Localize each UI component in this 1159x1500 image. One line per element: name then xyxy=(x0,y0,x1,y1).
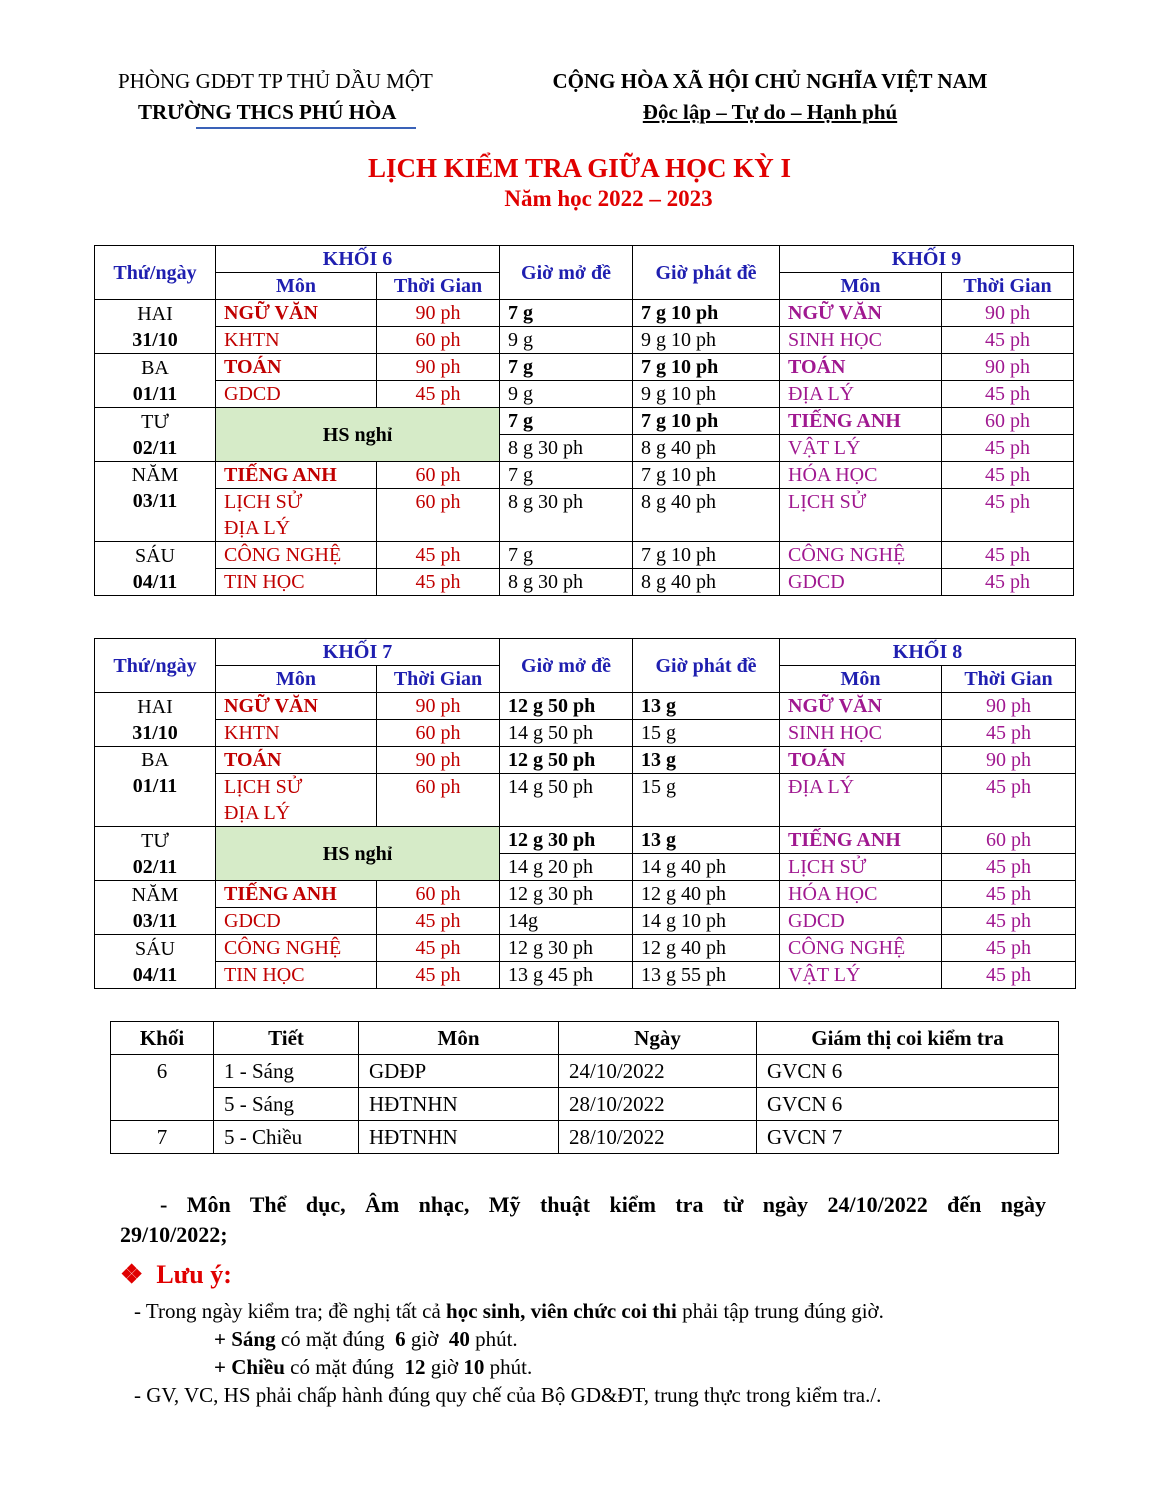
note-3-part-d: giờ xyxy=(425,1355,464,1379)
open-time: 7 g xyxy=(500,462,633,489)
subject-a: GDCD xyxy=(216,381,377,408)
day-cell xyxy=(95,935,216,989)
note-2-part-a: + Sáng xyxy=(214,1327,276,1351)
header-subject-b: Môn xyxy=(780,666,942,693)
open-time: 14 g 50 ph xyxy=(500,720,633,747)
day-cell xyxy=(95,462,216,542)
header-subject-a: Môn xyxy=(216,666,377,693)
duration-b: 45 ph xyxy=(942,881,1076,908)
open-time: 14g xyxy=(500,908,633,935)
header-day: Thứ/ngày xyxy=(95,639,216,693)
day-name: HAI xyxy=(137,695,173,718)
give-time: 7 g 10 ph xyxy=(633,300,780,327)
subject-b: TOÁN xyxy=(780,354,942,381)
subject-b: VẬT LÝ xyxy=(780,962,942,989)
tiet-cell: 1 - Sáng xyxy=(214,1055,359,1088)
duration-b: 45 ph xyxy=(942,435,1074,462)
subject-b: ĐỊA LÝ xyxy=(780,381,942,408)
note-line-4: - GV, VC, HS phải chấp hành đúng quy chế của Bộ GD&ĐT, trung thực trong kiểm tra./. xyxy=(134,1383,882,1407)
subject-b: VẬT LÝ xyxy=(780,435,942,462)
give-time: 9 g 10 ph xyxy=(633,327,780,354)
give-time: 12 g 40 ph xyxy=(633,881,780,908)
open-time: 7 g xyxy=(500,354,633,381)
duration-a: 45 ph xyxy=(377,569,500,596)
duration-b: 45 ph xyxy=(942,935,1076,962)
header-subject-a: Môn xyxy=(216,273,377,300)
department-name: PHÒNG GDĐT TP THỦ DẦU MỘT xyxy=(118,69,433,93)
subject-b: CÔNG NGHỆ xyxy=(780,935,942,962)
subject-a: NGỮ VĂN xyxy=(216,693,377,720)
table-row xyxy=(95,881,1076,908)
note-line-3 xyxy=(214,1353,532,1381)
open-time: 8 g 30 ph xyxy=(500,569,633,596)
duration-a: 60 ph xyxy=(377,881,500,908)
header-tiet: Tiết xyxy=(214,1022,359,1055)
schedule-table-khoi-7-8 xyxy=(94,638,1076,989)
school-name: TRƯỜNG THCS PHÚ HÒA xyxy=(138,100,397,124)
open-time: 12 g 50 ph xyxy=(500,747,633,774)
subject-a: TIẾNG ANH xyxy=(216,462,377,489)
day-cell xyxy=(95,693,216,747)
subject-a: CÔNG NGHỆ xyxy=(216,542,377,569)
note-line-1 xyxy=(134,1297,884,1325)
note-2-part-f: phút. xyxy=(469,1327,518,1351)
give-time: 13 g 55 ph xyxy=(633,962,780,989)
ngay-cell: 28/10/2022 xyxy=(559,1121,757,1154)
page-title: LỊCH KIỂM TRA GIỮA HỌC KỲ I xyxy=(367,153,792,183)
header-duration-b: Thời Gian xyxy=(942,666,1076,693)
duration-b: 45 ph xyxy=(942,774,1076,827)
day-name: SÁU xyxy=(134,544,175,567)
day-name: NĂM xyxy=(131,883,179,906)
subject-a: NGỮ VĂN xyxy=(216,300,377,327)
open-time: 13 g 45 ph xyxy=(500,962,633,989)
ngay-cell: 24/10/2022 xyxy=(559,1055,757,1088)
subject-a: TIN HỌC xyxy=(216,962,377,989)
open-time: 12 g 30 ph xyxy=(500,935,633,962)
duration-b: 60 ph xyxy=(942,408,1074,435)
table-row xyxy=(95,774,1076,827)
day-name: TƯ xyxy=(141,829,169,852)
subject-b: TIẾNG ANH xyxy=(780,827,942,854)
table-row xyxy=(95,300,1074,327)
pe-note: - Môn Thể dục, Âm nhạc, Mỹ thuật kiểm tra từ ngày 24/10/2022 đến ngày 29/10/2022; xyxy=(120,1192,1046,1247)
table-row xyxy=(95,908,1076,935)
mon-cell: HĐTNHN xyxy=(359,1088,559,1121)
table-row xyxy=(95,827,1076,854)
page-subtitle: Năm học 2022 – 2023 xyxy=(504,186,713,211)
subject-a: GDCD xyxy=(216,908,377,935)
table-row xyxy=(95,693,1076,720)
open-time: 7 g xyxy=(500,542,633,569)
subject-a: TOÁN xyxy=(216,747,377,774)
luu-y-label: Lưu ý: xyxy=(156,1260,232,1289)
subject-a: TIẾNG ANH xyxy=(216,881,377,908)
tiet-cell: 5 - Chiều xyxy=(214,1121,359,1154)
header-giam-thi: Giám thị coi kiểm tra xyxy=(757,1022,1059,1055)
note-1-part-b: học sinh, viên chức coi thi xyxy=(446,1299,677,1323)
day-date: 04/11 xyxy=(132,963,178,986)
header-group-b: KHỐI 9 xyxy=(780,246,1074,273)
give-time: 13 g xyxy=(633,747,780,774)
supervision-table xyxy=(110,1021,1059,1154)
header-day: Thứ/ngày xyxy=(95,246,216,300)
note-3-part-e: 10 xyxy=(463,1355,485,1379)
header-group-a: KHỐI 6 xyxy=(216,246,500,273)
table-row xyxy=(95,720,1076,747)
give-time: 14 g 10 ph xyxy=(633,908,780,935)
day-date: 04/11 xyxy=(132,570,178,593)
header-give-time: Giờ phát đề xyxy=(633,246,780,300)
day-date: 02/11 xyxy=(132,855,178,878)
open-time: 12 g 30 ph xyxy=(500,827,633,854)
duration-b: 45 ph xyxy=(942,462,1074,489)
give-time: 7 g 10 ph xyxy=(633,354,780,381)
duration-b: 45 ph xyxy=(942,381,1074,408)
hs-nghi-cell: HS nghỉ xyxy=(216,827,500,881)
subject-a-line1: LỊCH SỬ xyxy=(224,776,303,798)
note-line-2 xyxy=(214,1325,518,1353)
header-duration-a: Thời Gian xyxy=(377,666,500,693)
day-cell xyxy=(95,300,216,354)
subject-a: KHTN xyxy=(216,720,377,747)
day-date: 01/11 xyxy=(132,775,178,797)
duration-b: 45 ph xyxy=(942,327,1074,354)
give-time: 8 g 40 ph xyxy=(633,569,780,596)
table-row xyxy=(95,747,1076,774)
duration-b: 60 ph xyxy=(942,827,1076,854)
note-3-part-a: + Chiều xyxy=(214,1355,285,1379)
duration-a: 60 ph xyxy=(377,327,500,354)
duration-a: 45 ph xyxy=(377,935,500,962)
giam-thi-cell: GVCN 7 xyxy=(757,1121,1059,1154)
table-row xyxy=(95,327,1074,354)
header-ngay: Ngày xyxy=(559,1022,757,1055)
subject-b: GDCD xyxy=(780,569,942,596)
open-time: 8 g 30 ph xyxy=(500,489,633,542)
header-group-a: KHỐI 7 xyxy=(216,639,500,666)
duration-b: 45 ph xyxy=(942,908,1076,935)
note-1-part-a: - Trong ngày kiểm tra; đề nghị tất cả xyxy=(134,1299,447,1323)
header-mon: Môn xyxy=(359,1022,559,1055)
give-time: 13 g xyxy=(633,827,780,854)
duration-b: 45 ph xyxy=(942,854,1076,881)
day-name: HAI xyxy=(137,302,173,325)
open-time: 12 g 30 ph xyxy=(500,881,633,908)
subject-b: HÓA HỌC xyxy=(780,462,942,489)
note-2-part-d: giờ xyxy=(405,1327,449,1351)
header-open-time: Giờ mở đề xyxy=(500,639,633,693)
duration-b: 45 ph xyxy=(942,542,1074,569)
duration-b: 45 ph xyxy=(942,720,1076,747)
duration-b: 45 ph xyxy=(942,489,1074,542)
table-row xyxy=(95,462,1074,489)
subject-a: KHTN xyxy=(216,327,377,354)
subject-b: NGỮ VĂN xyxy=(780,693,942,720)
note-2-part-c: 6 xyxy=(395,1327,406,1351)
duration-b: 90 ph xyxy=(942,300,1074,327)
subject-b: GDCD xyxy=(780,908,942,935)
note-3-part-c: 12 xyxy=(404,1355,426,1379)
subject-b: SINH HỌC xyxy=(780,327,942,354)
day-cell xyxy=(95,747,216,827)
subject-a: CÔNG NGHỆ xyxy=(216,935,377,962)
open-time: 8 g 30 ph xyxy=(500,435,633,462)
note-1-part-c: phải tập trung đúng giờ. xyxy=(676,1299,884,1323)
ngay-cell: 28/10/2022 xyxy=(559,1088,757,1121)
open-time: 7 g xyxy=(500,300,633,327)
duration-a: 60 ph xyxy=(377,489,500,542)
give-time: 7 g 10 ph xyxy=(633,408,780,435)
table-row xyxy=(111,1088,1059,1121)
subject-a-line1: LỊCH SỬ xyxy=(224,491,303,513)
subject-a-line2: ĐỊA LÝ xyxy=(224,517,291,539)
subject-b: LỊCH SỬ xyxy=(780,854,942,881)
give-time: 8 g 40 ph xyxy=(633,489,780,542)
table-row xyxy=(95,962,1076,989)
table-row xyxy=(111,1121,1059,1154)
subject-b: NGỮ VĂN xyxy=(780,300,942,327)
subject-a: TOÁN xyxy=(216,354,377,381)
header-duration-a: Thời Gian xyxy=(377,273,500,300)
table-row xyxy=(95,489,1074,542)
give-time: 15 g xyxy=(633,720,780,747)
day-cell xyxy=(95,408,216,462)
give-time: 8 g 40 ph xyxy=(633,435,780,462)
subject-b: ĐỊA LÝ xyxy=(780,774,942,827)
duration-a: 90 ph xyxy=(377,354,500,381)
day-date: 03/11 xyxy=(132,490,178,512)
table-row xyxy=(95,542,1074,569)
giam-thi-cell: GVCN 6 xyxy=(757,1088,1059,1121)
tiet-cell: 5 - Sáng xyxy=(214,1088,359,1121)
day-date: 03/11 xyxy=(132,909,178,932)
note-3-part-f: phút. xyxy=(484,1355,533,1379)
national-motto: Độc lập – Tự do – Hạnh phú xyxy=(642,100,898,124)
give-time: 15 g xyxy=(633,774,780,827)
give-time: 12 g 40 ph xyxy=(633,935,780,962)
day-date: 01/11 xyxy=(132,382,178,405)
school-underline xyxy=(196,127,416,129)
day-name: SÁU xyxy=(134,937,175,960)
day-date: 31/10 xyxy=(132,328,178,351)
duration-a: 45 ph xyxy=(377,908,500,935)
header-subject-b: Môn xyxy=(780,273,942,300)
duration-a: 45 ph xyxy=(377,542,500,569)
duration-a: 90 ph xyxy=(377,300,500,327)
subject-a: TIN HỌC xyxy=(216,569,377,596)
hs-nghi-cell: HS nghỉ xyxy=(216,408,500,462)
header-open-time: Giờ mở đề xyxy=(500,246,633,300)
duration-a: 60 ph xyxy=(377,774,500,827)
day-cell xyxy=(95,354,216,408)
table-row xyxy=(95,569,1074,596)
duration-a: 60 ph xyxy=(377,462,500,489)
give-time: 9 g 10 ph xyxy=(633,381,780,408)
duration-b: 45 ph xyxy=(942,569,1074,596)
giam-thi-cell: GVCN 6 xyxy=(757,1055,1059,1088)
luu-y-heading xyxy=(120,1259,232,1291)
day-cell xyxy=(95,542,216,596)
duration-a: 90 ph xyxy=(377,693,500,720)
table-row xyxy=(111,1055,1059,1088)
give-time: 14 g 40 ph xyxy=(633,854,780,881)
subject-a-line2: ĐỊA LÝ xyxy=(224,802,291,824)
duration-b: 90 ph xyxy=(942,747,1076,774)
duration-a: 45 ph xyxy=(377,962,500,989)
duration-b: 45 ph xyxy=(942,962,1076,989)
open-time: 9 g xyxy=(500,381,633,408)
table-row xyxy=(95,354,1074,381)
subject-b: HÓA HỌC xyxy=(780,881,942,908)
national-title: CỘNG HÒA XÃ HỘI CHỦ NGHĨA VIỆT NAM xyxy=(552,69,988,93)
subject-a xyxy=(216,489,377,542)
day-date: 31/10 xyxy=(132,721,178,744)
khoi-cell: 6 xyxy=(111,1055,214,1121)
day-date: 02/11 xyxy=(132,436,178,459)
open-time: 14 g 50 ph xyxy=(500,774,633,827)
header-give-time: Giờ phát đề xyxy=(633,639,780,693)
day-cell xyxy=(95,827,216,881)
header-duration-b: Thời Gian xyxy=(942,273,1074,300)
table-row xyxy=(95,381,1074,408)
give-time: 13 g xyxy=(633,693,780,720)
duration-a: 60 ph xyxy=(377,720,500,747)
header-khoi: Khối xyxy=(111,1022,214,1055)
mon-cell: HĐTNHN xyxy=(359,1121,559,1154)
duration-a: 90 ph xyxy=(377,747,500,774)
day-cell xyxy=(95,881,216,935)
schedule-table-khoi-6-9 xyxy=(94,245,1074,596)
table-row xyxy=(95,408,1074,435)
day-name: NĂM xyxy=(131,464,179,486)
diamond-bullet-icon: ❖ xyxy=(120,1260,144,1289)
duration-b: 90 ph xyxy=(942,693,1076,720)
table-row xyxy=(95,935,1076,962)
subject-b: LỊCH SỬ xyxy=(780,489,942,542)
subject-b: TOÁN xyxy=(780,747,942,774)
subject-b: SINH HỌC xyxy=(780,720,942,747)
open-time: 7 g xyxy=(500,408,633,435)
subject-b: CÔNG NGHỆ xyxy=(780,542,942,569)
duration-b: 90 ph xyxy=(942,354,1074,381)
khoi-cell: 7 xyxy=(111,1121,214,1154)
subject-a xyxy=(216,774,377,827)
open-time: 9 g xyxy=(500,327,633,354)
day-name: BA xyxy=(141,749,169,771)
subject-b: TIẾNG ANH xyxy=(780,408,942,435)
note-2-part-e: 40 xyxy=(448,1327,470,1351)
note-2-part-b: có mặt đúng xyxy=(275,1327,396,1351)
give-time: 7 g 10 ph xyxy=(633,462,780,489)
mon-cell: GDĐP xyxy=(359,1055,559,1088)
header-group-b: KHỐI 8 xyxy=(780,639,1076,666)
day-name: TƯ xyxy=(141,410,169,433)
open-time: 12 g 50 ph xyxy=(500,693,633,720)
duration-a: 45 ph xyxy=(377,381,500,408)
open-time: 14 g 20 ph xyxy=(500,854,633,881)
day-name: BA xyxy=(141,356,169,379)
note-3-part-b: có mặt đúng xyxy=(284,1355,405,1379)
give-time: 7 g 10 ph xyxy=(633,542,780,569)
